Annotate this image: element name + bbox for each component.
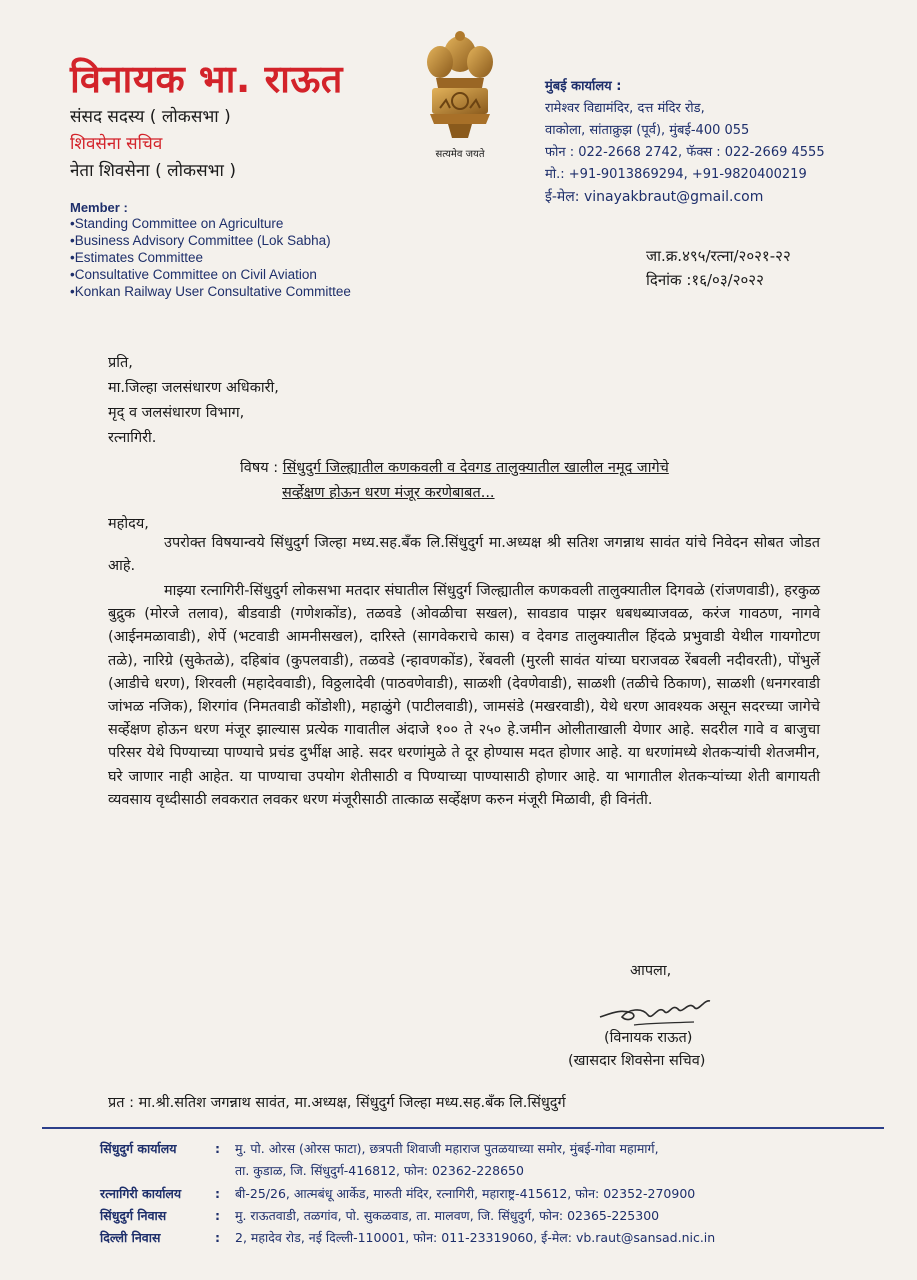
office-email[interactable]: ई-मेल: vinayakbraut@gmail.com bbox=[545, 189, 764, 205]
footer-divider bbox=[42, 1127, 884, 1129]
salutation: महोदय, bbox=[108, 516, 149, 532]
letter-date: दिनांक :१६/०३/२०२२ bbox=[646, 271, 764, 289]
copy-to: प्रत : मा.श्री.सतिश जगन्नाथ सावंत, मा.अध्यक्ष, सिंधुदुर्ग जिल्हा मध्य.सह.बँक लि.सिंधुदुर्ग bbox=[108, 1095, 566, 1111]
mumbai-office-address bbox=[545, 76, 825, 208]
footer-address: बी-25/26, आत्मबंधू आर्केड, मारुती मंदिर, रत्नागिरी, महाराष्ट्र-415612, फोन: 02352-270900 bbox=[235, 1186, 696, 1201]
office-phone: फोन : 022-2668 2742, फॅक्स : 022-2669 4555 bbox=[545, 145, 825, 160]
footer-address: मु. पो. ओरस (ओरस फाटा), छत्रपती शिवाजी महाराज पुतळयाच्या समोर, मुंबई-गोवा महामार्ग, bbox=[235, 1141, 659, 1156]
footer-sindhudurg-office-line2: ता. कुडाळ, जि. सिंधुदुर्ग-416812, फोन: 02362-228650 bbox=[235, 1163, 524, 1178]
subject-text-line2: सर्व्हेक्षण होऊन धरण मंजूर करणेबाबत... bbox=[282, 485, 495, 502]
national-emblem bbox=[420, 28, 500, 160]
footer-sindhudurg-office: सिंधुदुर्ग कार्यालय : मु. पो. ओरस (ओरस फाटा), छत्रपती शिवाजी महाराज पुतळयाच्या समोर, मुंबई-गोवा महामार्ग, bbox=[100, 1141, 659, 1156]
signature bbox=[598, 995, 718, 1029]
member-item: • Standing Committee on Agriculture bbox=[70, 215, 351, 232]
footer-label: सिंधुदुर्ग कार्यालय bbox=[100, 1141, 177, 1156]
paragraph-intro: उपरोक्त विषयान्वये सिंधुदुर्ग जिल्हा मध्य.सह.बँक लि.सिंधुदुर्ग मा.अध्यक्ष श्री सतिश जगन्नाथ सावंत यांचे निवेदन सोबत जोडत आहे. bbox=[108, 535, 820, 575]
office-line: वाकोला, सांताक्रुझ (पूर्व), मुंबई-400 055 bbox=[545, 123, 750, 138]
member-title: Member : bbox=[70, 200, 128, 215]
office-title: मुंबई कार्यालय : bbox=[545, 79, 622, 94]
recipient-line: रत्नागिरी. bbox=[108, 430, 157, 446]
ashoka-lion-emblem-icon bbox=[420, 28, 500, 140]
subject bbox=[240, 456, 820, 507]
designation-leader: नेता शिवसेना ( लोकसभा ) bbox=[70, 161, 236, 181]
office-mobile: मो.: +91-9013869294, +91-9820400219 bbox=[545, 167, 807, 182]
office-line: रामेश्वर विद्यामंदिर, दत्त मंदिर रोड, bbox=[545, 101, 705, 116]
member-item: • Business Advisory Committee (Lok Sabha) bbox=[70, 232, 351, 249]
footer-sindhudurg-residence: सिंधुदुर्ग निवास : मु. राऊतवाडी, तळगांव, पो. सुकळवाड, ता. मालवण, जि. सिंधुदुर्ग, फोन: 02365-225300 bbox=[100, 1208, 660, 1223]
footer-label: दिल्ली निवास bbox=[100, 1230, 161, 1245]
designation-mp: संसद सदस्य ( लोकसभा ) bbox=[70, 107, 231, 127]
recipient-line: प्रति, bbox=[108, 355, 133, 371]
signatory-title: (खासदार शिवसेना सचिव) bbox=[568, 1053, 706, 1069]
paragraph-main: माझ्या रत्नागिरी-सिंधुदुर्ग लोकसभा मतदार संघातील सिंधुदुर्ग जिल्ह्यातील कणकवली तालुक्यातील दिगवळे (रांजणवाडी), हरकुळ बुद्रुक (मोरजे तलाव), बीडवाडी (गणेशकोंड), तळवडे (ओवळीचा सखल), सावडाव पाझर धबधब्याजवळ, करंज गावठण, नागवे (आईनमळावाडी), शेर्पे (भटवाडी आमनीसखल), दारिस्ते (सागवेकराचे कास) व देवगड तालुक्यातील हिंदळे प्रभुवाडी येथील गायगोटण तळे), नारिग्रे (सुकेतळे), दहिबांव (कुपलवाडी), तळवडे (न्हावणकोंड), रेंबवली (मुरली सावंत यांच्या घराजवळ रेंबवली नदीवरती), पोंभुर्ले (आडीचे धरण), शिरवली (महादेववाडी), विठ्ठलादेवी (पाठवणेवाडी), साळशी (देवणेवाडी), साळशी (तळीचे ठिकाण), साळशी (धनगरवाडी जांभळ नजिक), शिरगांव (निमतवाडी कोंडोशी), महाळुंगे (पाटीलवाडी), जामसंडे (मखरवाडी), येथे धरण आवश्यक असून सदरच्या जागेचे सर्व्हेक्षण होऊन धरण मंजूर झाल्यास प्रत्येक गावातील अंदाजे १०० ते २५० हे.जमीन ओलीताखाली येणार आहे. सदरील गावे व बाजुचा परिसर येथे पिण्याच्या पाण्याचे प्रचंड दुर्भीक्ष आहे. सदर धरणांमुळे ते दूर होण्यास मदत होणार आहे. या धरणांमध्ये शेतकऱ्यांची शेतजमीन, घरे जाणार नाही आहेत. या पाण्याचा उपयोग शेतीसाठी व पिण्याच्या पाण्यासाठी होणार आहे. या भागातील शेतकऱ्यांच्या शेती बागायती व्यवसाय वृध्दीसाठी लवकरात लवकर धरण मंजूरीसाठी तात्काळ सर्व्हेक्षण करुन मंजूरी मिळावी, ही विनंती. bbox=[108, 583, 820, 808]
footer-address: 2, महादेव रोड, नई दिल्ली-110001, फोन: 011-23319060, ई-मेल: vb.raut@sansad.nic.in bbox=[235, 1230, 716, 1245]
sender-name: विनायक भा. राऊत bbox=[70, 57, 343, 101]
signatory-name: (विनायक राऊत) bbox=[604, 1030, 693, 1046]
emblem-motto: सत्यमेव जयते bbox=[435, 149, 485, 160]
recipient-line: मृद् व जलसंधारण विभाग, bbox=[108, 405, 245, 421]
member-list bbox=[70, 215, 351, 300]
reference-number: जा.क्र.४९५/रत्ना/२०२१-२२ bbox=[646, 247, 791, 265]
member-item: • Consultative Committee on Civil Aviation bbox=[70, 266, 351, 283]
subject-label: विषय : bbox=[240, 460, 283, 476]
footer-label: रत्नागिरी कार्यालय bbox=[100, 1186, 182, 1201]
member-item: • Estimates Committee bbox=[70, 249, 351, 266]
member-item: • Konkan Railway User Consultative Committee bbox=[70, 283, 351, 300]
recipient-line: मा.जिल्हा जलसंधारण अधिकारी, bbox=[108, 380, 279, 396]
closing: आपला, bbox=[630, 963, 672, 979]
footer-address: मु. राऊतवाडी, तळगांव, पो. सुकळवाड, ता. मालवण, जि. सिंधुदुर्ग, फोन: 02365-225300 bbox=[235, 1208, 660, 1223]
subject-text-line1: सिंधुदुर्ग जिल्ह्यातील कणकवली व देवगड तालुक्यातील खालील नमूद जागेचे bbox=[282, 460, 669, 476]
signature-icon bbox=[598, 995, 718, 1029]
designation-secretary: शिवसेना सचिव bbox=[70, 134, 163, 154]
footer-label: सिंधुदुर्ग निवास bbox=[100, 1208, 167, 1223]
footer-ratnagiri-office: रत्नागिरी कार्यालय : बी-25/26, आत्मबंधू आर्केड, मारुती मंदिर, रत्नागिरी, महाराष्ट्र-415612, फोन: 02352-270900 bbox=[100, 1186, 696, 1201]
footer-delhi-residence: दिल्ली निवास : 2, महादेव रोड, नई दिल्ली-110001, फोन: 011-23319060, ई-मेल: vb.raut@sansad.nic.in bbox=[100, 1230, 716, 1245]
